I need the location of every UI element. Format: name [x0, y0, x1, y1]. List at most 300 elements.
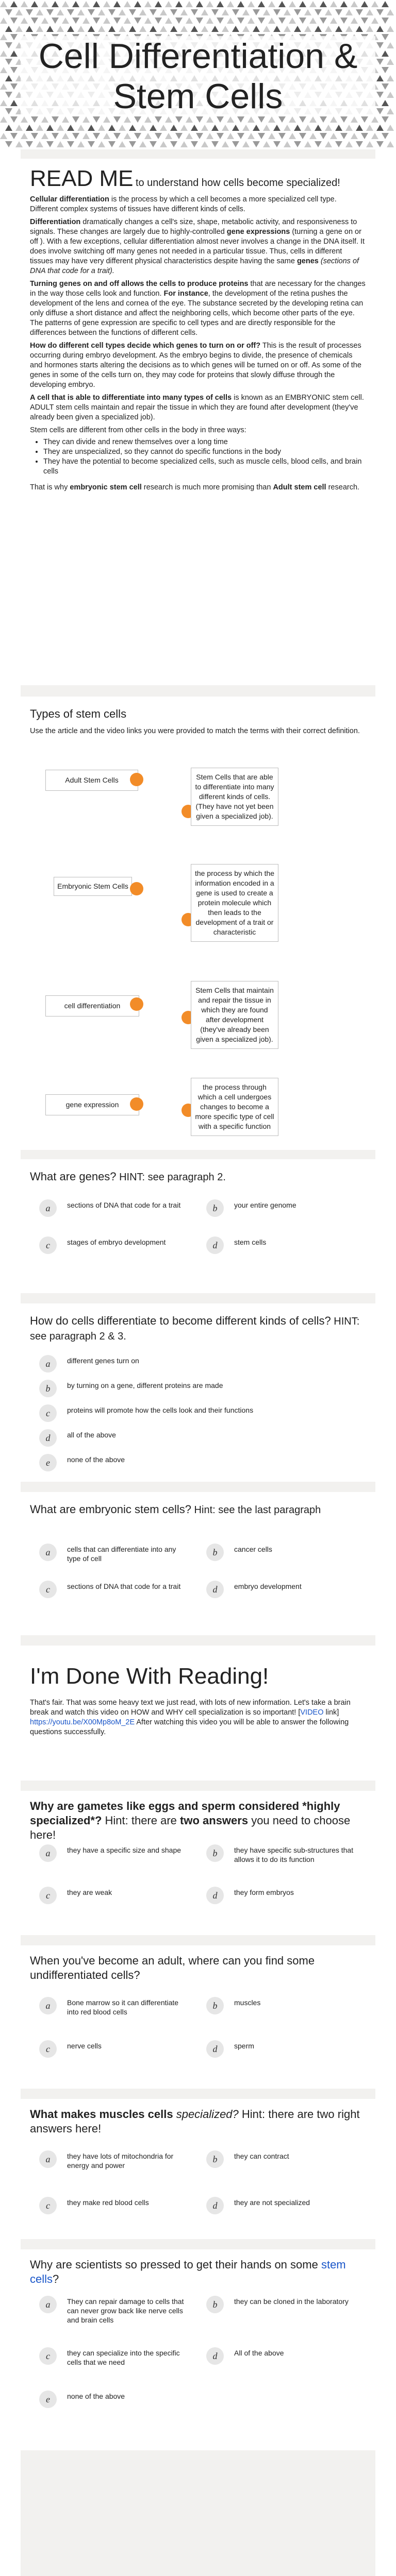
triangle-decoration	[387, 26, 394, 32]
option-letter: c	[39, 2040, 57, 2058]
answer-option-d[interactable]: d All of the above	[206, 2347, 361, 2365]
list-item: • They have the potential to become specialized cells, such as muscle cells, blood cells, and brain cells	[43, 457, 366, 477]
triangle-decoration	[382, 1, 389, 7]
youtube-url-link[interactable]: https://youtu.be/X00Mp8oM_2E	[30, 1718, 135, 1726]
option-letter: d	[206, 1887, 224, 1904]
triangle-decoration	[46, 9, 54, 15]
answer-option-a[interactable]: a they have a specific size and shape	[39, 1844, 189, 1862]
readme-subtitle: to understand how cells become specialized!	[135, 177, 340, 189]
triangle-decoration	[268, 1, 275, 7]
paragraph-6: Stem cells are different from other cells in the body in three ways:	[30, 426, 246, 434]
matching-card	[21, 697, 375, 1150]
triangle-decoration	[387, 92, 394, 98]
triangle-decoration	[304, 141, 311, 147]
triangle-decoration	[93, 116, 100, 123]
answer-option-a[interactable]: a cells that can differentiate into any type of cell	[39, 1544, 189, 1563]
triangle-decoration	[217, 1, 224, 7]
answer-option-b[interactable]: b they have specific sub-structures that allows it to do its function	[206, 1844, 361, 1864]
triangle-decoration	[160, 26, 167, 32]
triangle-decoration	[155, 133, 162, 139]
triangle-decoration	[382, 100, 389, 106]
triangle-decoration	[160, 141, 167, 147]
triangle-decoration	[124, 133, 131, 139]
option-letter: c	[39, 1404, 57, 1422]
triangle-decoration	[227, 133, 234, 139]
question-title: What are embryonic stem cells? Hint: see the last paragraph	[30, 1503, 321, 1516]
triangle-decoration	[10, 83, 18, 90]
question-title: Why are gametes like eggs and sperm considered *highly specialized*? Hint: there are two answers you need to choose here!	[30, 1800, 351, 1841]
triangle-decoration	[26, 26, 33, 32]
triangle-decoration	[361, 116, 368, 123]
triangle-decoration	[366, 26, 373, 32]
triangle-decoration	[248, 116, 255, 123]
triangle-decoration	[62, 1, 69, 7]
triangle-decoration	[309, 133, 317, 139]
match-definition[interactable]	[191, 1078, 278, 1136]
option-letter: b	[206, 2150, 224, 2168]
triangle-decoration	[320, 116, 327, 123]
answer-option-d[interactable]: d all of the above	[39, 1429, 349, 1447]
triangle-decoration	[62, 116, 69, 123]
triangle-decoration	[330, 133, 337, 139]
option-letter: a	[39, 1997, 57, 2014]
triangle-decoration	[52, 116, 59, 123]
match-term-label: cell differentiation	[64, 1002, 121, 1010]
match-definition-text: the process by which the information encoded in a gene is used to create a protein molecule which then leads to the development of a trait or characteristic	[194, 869, 275, 936]
question-card	[21, 1791, 375, 1935]
video-link[interactable]: VIDEO	[300, 1708, 324, 1717]
triangle-decoration	[186, 133, 193, 139]
triangle-decoration	[108, 141, 116, 147]
triangle-decoration	[57, 9, 64, 15]
answer-option-e[interactable]: e none of the above	[39, 1454, 349, 1471]
match-connector-dot[interactable]	[130, 1097, 143, 1111]
answer-option-d[interactable]: d they form embryos	[206, 1887, 361, 1904]
video-instructions: That's fair. That was some heavy text we just read, with lots of new information. Let's take a brain break and watch this video on HOW and WHY cell specialization is so important! [VIDEO link] https://youtu.be/X00Mp8oM_2E After watching this video you will be able to answer the following questions successfully.	[30, 1699, 351, 1736]
triangle-decoration	[139, 26, 146, 32]
triangle-decoration	[119, 9, 126, 15]
triangle-decoration	[77, 26, 85, 32]
triangle-decoration	[278, 1, 286, 7]
answer-option-b[interactable]: b cancer cells	[206, 1544, 361, 1561]
triangle-decoration	[0, 116, 7, 123]
triangle-decoration	[273, 9, 280, 15]
triangle-decoration	[36, 9, 43, 15]
triangle-decoration	[227, 18, 234, 24]
paragraph-3: Turning genes on and off allows the cells to produce proteins that are necessary for the changes in the way those cells look and function. For instance, the development of the retina pushes the development of the lens and cornea of the eye. The substance secreted by the developing retina can only diffuse a short distance and affect the neighboring cells, which become other parts of the eye. The patterns of gene expression are specific to cell types and are directly responsible for the differences between the functions of different cells.	[30, 280, 366, 337]
triangle-decoration	[335, 9, 342, 15]
answer-option-b[interactable]: b your entire genome	[206, 1199, 361, 1217]
triangle-decoration	[232, 141, 239, 147]
triangle-decoration	[361, 133, 368, 139]
triangle-decoration	[304, 26, 311, 32]
triangle-decoration	[170, 26, 177, 32]
question-card	[21, 1159, 375, 1293]
triangle-decoration	[52, 1, 59, 7]
triangle-decoration	[57, 141, 64, 147]
triangle-decoration	[340, 116, 348, 123]
triangle-decoration	[5, 59, 12, 65]
answer-option-c[interactable]: c sections of DNA that code for a trait	[39, 1581, 189, 1598]
triangle-decoration	[376, 75, 384, 81]
answer-option-a[interactable]: a Bone marrow so it can differentiate into red blood cells	[39, 1997, 189, 2016]
match-definition-text: Stem Cells that are able to differentiate into many different kinds of cells. (They have not yet been given a specialized job).	[195, 773, 274, 820]
option-letter: c	[39, 1887, 57, 1904]
triangle-decoration	[232, 26, 239, 32]
option-letter: a	[39, 2150, 57, 2168]
done-title: I'm Done With Reading!	[30, 1664, 269, 1689]
triangle-decoration	[248, 1, 255, 7]
triangle-decoration	[330, 18, 337, 24]
match-term-gene-expression[interactable]	[45, 1094, 139, 1115]
option-letter: d	[206, 2197, 224, 2214]
triangle-decoration	[160, 125, 167, 131]
option-letter: e	[39, 1454, 57, 1471]
triangle-decoration	[263, 26, 270, 32]
answer-option-b[interactable]: b muscles	[206, 1997, 361, 2014]
triangle-decoration	[93, 133, 100, 139]
triangle-decoration	[309, 18, 317, 24]
triangle-decoration	[309, 1, 317, 7]
triangle-decoration	[258, 133, 265, 139]
triangle-decoration	[325, 9, 332, 15]
option-letter: b	[206, 1199, 224, 1217]
triangle-decoration	[150, 125, 157, 131]
triangle-decoration	[351, 116, 358, 123]
triangle-decoration	[382, 67, 389, 73]
triangle-decoration	[242, 26, 250, 32]
triangle-decoration	[10, 133, 18, 139]
triangle-decoration	[31, 116, 38, 123]
triangle-decoration	[211, 141, 219, 147]
triangle-decoration	[46, 141, 54, 147]
triangle-decoration	[103, 1, 110, 7]
triangle-decoration	[72, 1, 79, 7]
triangle-decoration	[15, 26, 23, 32]
question-card	[21, 1492, 375, 1635]
triangle-decoration	[196, 18, 203, 24]
triangle-decoration	[160, 9, 167, 15]
triangle-decoration	[351, 1, 358, 7]
triangle-decoration	[278, 133, 286, 139]
triangle-decoration	[155, 18, 162, 24]
triangle-decoration	[165, 116, 172, 123]
triangle-decoration	[263, 9, 270, 15]
answer-option-a[interactable]: a different genes turn on	[39, 1355, 349, 1372]
option-letter: d	[206, 2347, 224, 2365]
match-term-adult-stem-cells[interactable]	[45, 770, 138, 791]
option-letter: d	[206, 2040, 224, 2058]
paragraph-7: That is why embryonic stem cell research is much more promising than Adult stem cell research.	[30, 483, 360, 492]
triangle-decoration	[217, 116, 224, 123]
triangle-decoration	[278, 116, 286, 123]
triangle-decoration	[315, 125, 322, 131]
triangle-decoration	[180, 141, 188, 147]
triangle-decoration	[186, 116, 193, 123]
triangle-decoration	[242, 9, 250, 15]
triangle-decoration	[36, 141, 43, 147]
answer-option-c[interactable]: c stages of embryo development	[39, 1236, 189, 1254]
triangle-decoration	[330, 1, 337, 7]
triangle-decoration	[5, 26, 12, 32]
match-connector-dot[interactable]	[130, 997, 143, 1011]
answer-option-a[interactable]: a sections of DNA that code for a trait	[39, 1199, 189, 1217]
match-definition[interactable]	[191, 768, 278, 826]
question-card	[21, 2099, 375, 2239]
answer-option-b[interactable]: b they can be cloned in the laboratory	[206, 2296, 361, 2313]
triangle-decoration	[21, 133, 28, 139]
triangle-decoration	[284, 141, 291, 147]
triangle-decoration	[119, 141, 126, 147]
triangle-decoration	[278, 18, 286, 24]
triangle-decoration	[21, 18, 28, 24]
triangle-decoration	[77, 141, 85, 147]
triangle-decoration	[36, 26, 43, 32]
triangle-decoration	[268, 133, 275, 139]
answer-option-a[interactable]: a They can repair damage to cells that can never grow back like nerve cells and brain cells	[39, 2296, 189, 2325]
worksheet-body	[21, 149, 375, 2576]
triangle-decoration	[294, 9, 301, 15]
triangle-decoration	[366, 9, 373, 15]
answer-option-c[interactable]: c proteins will promote how the cells look and their functions	[39, 1404, 349, 1422]
triangle-decoration	[46, 26, 54, 32]
triangle-decoration	[41, 116, 48, 123]
option-letter: c	[39, 1236, 57, 1254]
triangle-decoration	[196, 116, 203, 123]
triangle-decoration	[289, 116, 296, 123]
triangle-decoration	[387, 141, 394, 147]
triangle-decoration	[31, 133, 38, 139]
triangle-decoration	[196, 133, 203, 139]
triangle-decoration	[376, 9, 384, 15]
triangle-decoration	[26, 9, 33, 15]
triangle-decoration	[82, 1, 90, 7]
match-connector-dot[interactable]	[130, 773, 143, 786]
triangle-decoration	[129, 9, 136, 15]
triangle-decoration	[387, 9, 394, 15]
triangle-decoration	[15, 9, 23, 15]
triangle-decoration	[345, 26, 353, 32]
triangle-decoration	[211, 9, 219, 15]
triangle-decoration	[289, 133, 296, 139]
triangle-decoration	[315, 9, 322, 15]
answer-option-c[interactable]: c they are weak	[39, 1887, 189, 1904]
triangle-decoration	[5, 108, 12, 114]
triangle-decoration	[88, 141, 95, 147]
triangle-decoration	[124, 116, 131, 123]
title-box	[21, 36, 375, 116]
triangle-decoration	[382, 133, 389, 139]
match-term-embryonic-stem-cells[interactable]	[54, 877, 132, 896]
triangle-decoration	[103, 116, 110, 123]
triangle-decoration	[41, 133, 48, 139]
triangle-decoration	[248, 18, 255, 24]
triangle-decoration	[5, 141, 12, 147]
triangle-decoration	[315, 26, 322, 32]
triangle-decoration	[108, 26, 116, 32]
triangle-decoration	[77, 125, 85, 131]
triangle-decoration	[88, 9, 95, 15]
triangle-decoration	[98, 125, 105, 131]
option-letter: a	[39, 1844, 57, 1862]
triangle-decoration	[175, 116, 183, 123]
answer-option-b[interactable]: b by turning on a gene, different proteins are made	[39, 1380, 349, 1397]
answer-option-c[interactable]: c they can specialize into the specific cells that we need	[39, 2347, 189, 2367]
triangle-decoration	[98, 141, 105, 147]
question-card	[21, 1945, 375, 2089]
paragraph-5: A cell that is able to differentiate into many types of cells is known as an EMBRYONIC stem cell. ADULT stem cells maintain and repair the tissue in which they are found after development (they've already been given a specialized job).	[30, 394, 364, 421]
triangle-decoration	[129, 125, 136, 131]
triangle-decoration	[217, 18, 224, 24]
triangle-decoration	[237, 18, 244, 24]
triangle-decoration	[67, 141, 74, 147]
triangle-decoration	[134, 116, 141, 123]
question-card	[21, 2249, 375, 2450]
triangle-decoration	[165, 1, 172, 7]
triangle-decoration	[376, 42, 384, 48]
match-definition[interactable]	[191, 981, 278, 1049]
triangle-decoration	[206, 116, 213, 123]
triangle-decoration	[144, 1, 152, 7]
stem-cell-traits-list	[30, 437, 366, 477]
answer-option-a[interactable]: a they have lots of mitochondria for energy and power	[39, 2150, 189, 2170]
triangle-decoration	[382, 18, 389, 24]
triangle-decoration	[340, 1, 348, 7]
triangle-decoration	[211, 125, 219, 131]
triangle-decoration	[330, 116, 337, 123]
triangle-decoration	[382, 116, 389, 123]
triangle-decoration	[366, 141, 373, 147]
triangle-decoration	[124, 18, 131, 24]
triangle-decoration	[0, 1, 7, 7]
triangle-decoration	[108, 125, 116, 131]
triangle-decoration	[5, 42, 12, 48]
triangle-decoration	[299, 18, 306, 24]
triangle-decoration	[351, 18, 358, 24]
triangle-decoration	[356, 141, 363, 147]
match-definition-text: Stem Cells that maintain and repair the tissue in which they are found after development (they've already been given a specialized job).	[195, 986, 274, 1043]
triangle-decoration	[335, 26, 342, 32]
answer-option-d[interactable]: d embryo development	[206, 1581, 361, 1598]
triangle-decoration	[175, 18, 183, 24]
readme-title: READ ME	[30, 166, 134, 191]
answer-option-e[interactable]: e none of the above	[39, 2391, 189, 2408]
triangle-decoration	[376, 141, 384, 147]
readme-card	[21, 159, 375, 685]
triangle-decoration	[382, 83, 389, 90]
triangle-decoration	[222, 141, 229, 147]
triangle-decoration	[273, 26, 280, 32]
triangle-decoration	[232, 125, 239, 131]
triangle-decoration	[356, 9, 363, 15]
answer-option-d[interactable]: d they are not specialized	[206, 2197, 361, 2214]
triangle-decoration	[82, 133, 90, 139]
triangle-decoration	[382, 34, 389, 40]
option-letter: b	[206, 1997, 224, 2014]
triangle-decoration	[222, 125, 229, 131]
answer-option-b[interactable]: b they can contract	[206, 2150, 361, 2168]
triangle-decoration	[129, 26, 136, 32]
match-connector-dot[interactable]	[130, 882, 143, 895]
answer-option-c[interactable]: c nerve cells	[39, 2040, 189, 2058]
triangle-decoration	[150, 141, 157, 147]
triangle-decoration	[320, 1, 327, 7]
triangle-decoration	[294, 26, 301, 32]
triangle-decoration	[0, 100, 7, 106]
triangle-decoration	[0, 67, 7, 73]
triangle-decoration	[371, 1, 378, 7]
triangle-decoration	[356, 26, 363, 32]
triangle-decoration	[284, 125, 291, 131]
triangle-decoration	[134, 18, 141, 24]
triangle-decoration	[345, 9, 353, 15]
triangle-decoration	[129, 141, 136, 147]
triangle-decoration	[10, 1, 18, 7]
triangle-decoration	[273, 141, 280, 147]
triangle-decoration	[191, 141, 198, 147]
triangle-decoration	[351, 133, 358, 139]
triangle-decoration	[72, 116, 79, 123]
triangle-decoration	[103, 18, 110, 24]
triangle-decoration	[201, 125, 208, 131]
triangle-decoration	[5, 9, 12, 15]
triangle-decoration	[242, 125, 250, 131]
triangle-decoration	[320, 133, 327, 139]
triangle-decoration	[253, 9, 260, 15]
triangle-decoration	[211, 26, 219, 32]
triangle-decoration	[387, 75, 394, 81]
triangle-decoration	[139, 141, 146, 147]
triangle-decoration	[170, 125, 177, 131]
option-letter: a	[39, 2296, 57, 2313]
answer-option-d[interactable]: d sperm	[206, 2040, 361, 2058]
triangle-decoration	[36, 125, 43, 131]
triangle-decoration	[294, 141, 301, 147]
option-letter: d	[206, 1581, 224, 1598]
triangle-decoration	[82, 116, 90, 123]
triangle-decoration	[371, 116, 378, 123]
triangle-decoration	[134, 1, 141, 7]
match-definition-text: the process through which a cell undergoes changes to become a more specific type of cell with a specific function	[195, 1083, 274, 1130]
question-card	[21, 1303, 375, 1482]
triangle-decoration	[26, 125, 33, 131]
answer-option-d[interactable]: d stem cells	[206, 1236, 361, 1254]
triangle-decoration	[304, 9, 311, 15]
match-term-cell-differentiation[interactable]	[45, 995, 139, 1016]
page-title: Cell Differentiation & Stem Cells	[21, 36, 375, 116]
done-reading-card	[21, 1646, 375, 1781]
triangle-decoration	[52, 18, 59, 24]
match-definition[interactable]	[191, 864, 278, 942]
option-letter: b	[39, 1380, 57, 1397]
triangle-decoration	[31, 18, 38, 24]
triangle-decoration	[284, 26, 291, 32]
triangle-decoration	[0, 34, 7, 40]
option-letter: a	[39, 1199, 57, 1217]
triangle-decoration	[376, 92, 384, 98]
triangle-decoration	[72, 133, 79, 139]
paragraph-4: How do different cell types decide which genes to turn on or off? This is the result of processes occurring during embryo development. As the embryo begins to divide, the presence of chemicals and hormones starts altering the decisions as to which genes will be turned on or off. As some of the genes in some of the cells turn on, they may code for proteins that slowly diffuse through the developing embryo.	[30, 342, 361, 389]
option-letter: c	[39, 2197, 57, 2214]
answer-option-c[interactable]: c they make red blood cells	[39, 2197, 189, 2214]
triangle-decoration	[376, 108, 384, 114]
triangle-decoration	[294, 125, 301, 131]
triangle-decoration	[222, 26, 229, 32]
triangle-decoration	[88, 26, 95, 32]
triangle-decoration	[263, 141, 270, 147]
question-title: How do cells differentiate to become different kinds of cells? HINT: see paragraph 2 & 3.	[30, 1314, 360, 1342]
paragraph-2: Differentiation dramatically changes a cell's size, shape, metabolic activity, and responsiveness to signals. These changes are largely due to highly-controlled gene expressions (turning a gene on or off ). With a few exceptions, cellular differentiation almost never involves a change in the DNA itself. It does involve switching off many genes not needed in a particular tissue. Thus, cells in different tissues may have very different physical characteristics despite having the same genes (sections of DNA that code for a trait).	[30, 218, 365, 275]
